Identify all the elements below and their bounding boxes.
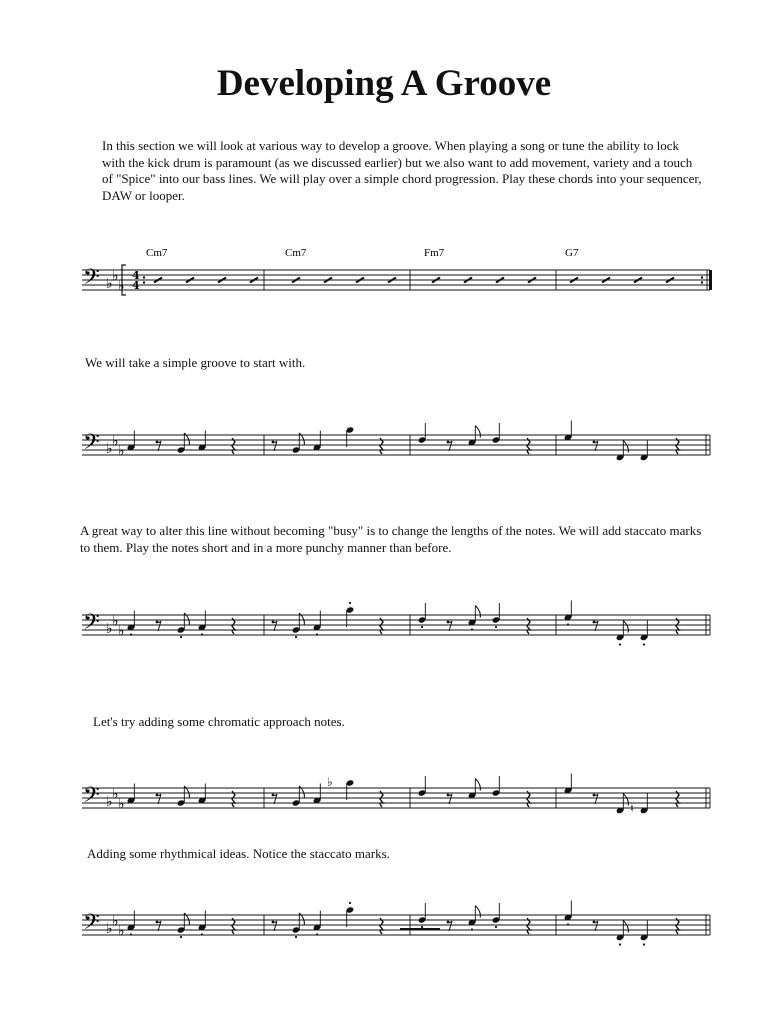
eighth-rest [157, 794, 161, 804]
staccato-dot [201, 933, 203, 935]
eighth-rest [273, 794, 277, 804]
section-text-4: Adding some rhythmical ideas. Notice the staccato marks. [87, 846, 390, 861]
page-title: Developing A Groove [216, 63, 552, 104]
staccato-dot [567, 923, 569, 925]
note-flag [475, 906, 480, 918]
intro-paragraph: In this section we will look at various way to develop a groove. When playing a song or tune the ability to lock with the kick drum is paramount (as we discussed earlier) but we also want to add movement, variety and a touch of "Spice" into our bass lines. We will play over a simple chord progression. Play these chords into your sequencer, DAW or looper. [102, 138, 702, 203]
staccato-dot [643, 643, 645, 645]
chord-chart-staff [0, 240, 768, 310]
staccato-dot [567, 623, 569, 625]
eighth-rest [594, 441, 598, 451]
staccato-dot [471, 628, 473, 630]
bass-clef-icon: 𝄢 [83, 265, 100, 295]
eighth-rest [157, 441, 161, 451]
staccato-dot [495, 626, 497, 628]
flat-icon: ♭ [112, 433, 119, 450]
final-barline [709, 270, 712, 290]
note-flag [475, 779, 480, 791]
note-flag [623, 794, 628, 806]
note-flag [475, 426, 480, 438]
staccato-dot [130, 633, 132, 635]
chord-symbol-3: Fm7 [424, 247, 445, 259]
repeat-dot [143, 276, 145, 278]
staccato-dot [421, 626, 423, 628]
staff-lines [82, 265, 712, 295]
repeat-dot [701, 276, 703, 278]
bass-clef-icon: 𝄢 [83, 610, 100, 640]
eighth-rest [448, 794, 452, 804]
staccato-dot [130, 933, 132, 935]
eighth-rest [157, 621, 161, 631]
note-flag [623, 621, 628, 633]
groove-staff-3 [0, 758, 768, 828]
bass-clef-icon: 𝄢 [83, 783, 100, 813]
note-flag [623, 921, 628, 933]
eighth-rest [157, 921, 161, 931]
flat-icon: ♭ [106, 621, 113, 637]
staccato-dot [471, 928, 473, 930]
eighth-rest [273, 441, 277, 451]
staccato-dot [180, 936, 182, 938]
staccato-dot [295, 636, 297, 638]
staccato-dot [201, 633, 203, 635]
chord-symbol-1: Cm7 [146, 247, 168, 259]
note-flag [475, 606, 480, 618]
repeat-dot [143, 281, 145, 283]
flat-icon: ♭ [112, 913, 119, 930]
repeat-dot [701, 281, 703, 283]
chord-symbol-4: G7 [565, 247, 579, 259]
staccato-dot [619, 943, 621, 945]
time-signature-bottom: 4 [132, 279, 140, 292]
flat-icon: ♭ [327, 775, 333, 789]
eighth-rest [273, 921, 277, 931]
staccato-dot [349, 602, 351, 604]
groove-staff-1 [0, 405, 768, 475]
staccato-dot [316, 933, 318, 935]
flat-icon: ♭ [118, 796, 125, 813]
section-text-2: A great way to alter this line without becoming "busy" is to change the lengths of the notes. We will add staccato marks to them. Play the notes short and in a more punchy manner than before. [80, 523, 702, 555]
staccato-dot [349, 902, 351, 904]
flat-icon: ♭ [118, 923, 125, 940]
flat-icon: ♭ [106, 276, 113, 292]
groove-staff-2 [0, 585, 768, 655]
note-flag [623, 441, 628, 453]
staccato-dot [316, 633, 318, 635]
staccato-dot [495, 926, 497, 928]
flat-icon: ♭ [118, 278, 125, 295]
staccato-dot [643, 943, 645, 945]
chord-symbol-2: Cm7 [285, 247, 307, 259]
eighth-rest [448, 921, 452, 931]
groove-staff-4 [0, 885, 768, 955]
eighth-rest [594, 921, 598, 931]
natural-icon: ♮ [630, 802, 634, 815]
bass-clef-icon: 𝄢 [83, 430, 100, 460]
section-text-3: Let's try adding some chromatic approach notes. [93, 714, 345, 729]
staccato-dot [619, 643, 621, 645]
staccato-dot [295, 936, 297, 938]
flat-icon: ♭ [112, 786, 119, 803]
staccato-dot [421, 926, 423, 928]
flat-icon: ♭ [106, 921, 113, 937]
eighth-rest [448, 441, 452, 451]
section-text-1: We will take a simple groove to start with. [85, 355, 306, 370]
flat-icon: ♭ [106, 441, 113, 457]
staccato-dot [180, 636, 182, 638]
flat-icon: ♭ [106, 794, 113, 810]
flat-icon: ♭ [118, 623, 125, 640]
flat-icon: ♭ [118, 443, 125, 460]
bass-clef-icon: 𝄢 [83, 910, 100, 940]
flat-icon: ♭ [112, 613, 119, 630]
flat-icon: ♭ [112, 268, 119, 285]
eighth-rest [273, 621, 277, 631]
eighth-rest [448, 621, 452, 631]
eighth-rest [594, 621, 598, 631]
time-signature-top: 4 [132, 269, 140, 282]
eighth-rest [594, 794, 598, 804]
